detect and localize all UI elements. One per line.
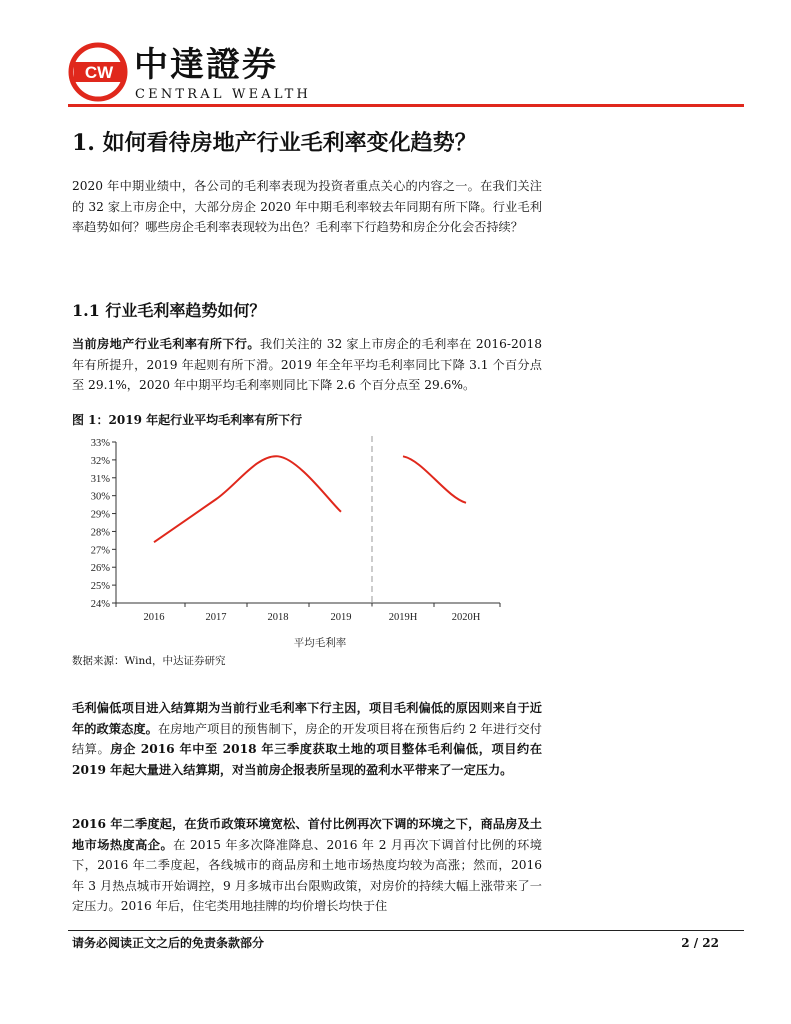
x-tick-label: 2019 — [330, 612, 352, 623]
brand-name-en: CENTRAL WEALTH — [135, 87, 312, 102]
page-number: 2 / 22 — [681, 936, 719, 950]
paragraph-lead: 毛利偏低项目进入结算期为当前行业毛利率下行主因，项目毛利偏低的原因则来自于近年的政策态度。 — [72, 701, 542, 736]
y-tick-label: 29% — [90, 509, 110, 521]
y-tick-label: 25% — [90, 581, 110, 593]
gross-margin-chart — [70, 428, 510, 652]
y-tick-label: 33% — [90, 438, 110, 449]
x-tick-label: 2016 — [143, 612, 165, 623]
figure-title: 图 1：2019 年起行业平均毛利率有所下行 — [72, 413, 303, 427]
section-title: 1. 如何看待房地产行业毛利率变化趋势？ — [72, 130, 477, 156]
y-tick-label: 27% — [90, 545, 110, 557]
company-logo — [68, 42, 130, 102]
x-tick-label: 2020H — [451, 612, 481, 623]
y-tick-label: 32% — [90, 455, 110, 467]
disclaimer-note: 请务必阅读正文之后的免责条款部分 — [72, 936, 265, 950]
paragraph-lead: 2016 年二季度起，在货币政策环境宽松、首付比例再次下调的环境之下，商品房及土地市场热度高企。 — [72, 817, 542, 852]
subsection-title: 1.1 行业毛利率趋势如何？ — [72, 301, 266, 320]
margin-trend-paragraph — [72, 334, 542, 396]
header-divider — [68, 104, 744, 107]
logo-text: CW — [84, 63, 114, 82]
paragraph-body: 在 2015 年多次降准降息、2016 年 2 月再次下调首付比例的环境下，2016 年二季度起，各线城市的商品房和土地市场热度均较为高涨；然而，2016 年 3 月热点城市开始调控，9 月多城市出台限购政策，对房价的持续大幅上涨带来了一定压力。2016 年后，住宅类用地挂牌的均价增长均快于住 — [72, 837, 542, 913]
cause-paragraph — [72, 698, 542, 780]
x-tick-label: 2018 — [267, 612, 289, 623]
brand-name-cn: 中達證券 — [134, 45, 278, 85]
y-tick-label: 31% — [90, 473, 110, 485]
x-tick-label: 2017 — [205, 612, 227, 623]
paragraph-emphasis: 房企 2016 年中至 2018 年三季度获取土地的项目整体毛利偏低，项目约在 2019 年起大量进入结算期，对当前房企报表所呈现的盈利水平带来了一定压力。 — [72, 742, 543, 777]
series-line-annual — [154, 456, 341, 542]
legend-label: 平均毛利率 — [293, 637, 347, 649]
y-tick-label: 26% — [90, 563, 110, 575]
paragraph-lead: 当前房地产行业毛利率有所下行。 — [72, 337, 260, 351]
y-tick-label: 30% — [90, 491, 110, 503]
footer-divider — [68, 930, 744, 931]
intro-paragraph: 2020 年中期业绩中，各公司的毛利率表现为投资者重点关心的内容之一。在我们关注的 32 家上市房企中，大部分房企 2020 年中期毛利率较去年同期有所下降。行业毛利率趋势如何？哪些房企毛利率表现较为出色？毛利率下行趋势和房企分化会否持续？ — [72, 179, 542, 234]
paragraph-body: 我们关注的 32 家上市房企的毛利率在 2016-2018 年有所提升，2019 年起则有所下滑。2019 年全年平均毛利率同比下降 3.1 个百分点至 29.1%，2020 年中期平均毛利率则同比下降 2.6 个百分点至 29.6%。 — [72, 337, 543, 392]
figure-source: 数据来源：Wind，中达证券研究 — [72, 655, 226, 667]
paragraph-body: 在房地产项目的预售制下，房企的开发项目将在预售后约 2 年进行交付结算。 — [72, 721, 542, 756]
series-line-half-year — [403, 456, 466, 503]
x-tick-label: 2019H — [388, 612, 418, 623]
y-tick-label: 28% — [90, 527, 110, 539]
y-tick-label: 24% — [90, 599, 110, 610]
policy-paragraph — [72, 814, 542, 917]
